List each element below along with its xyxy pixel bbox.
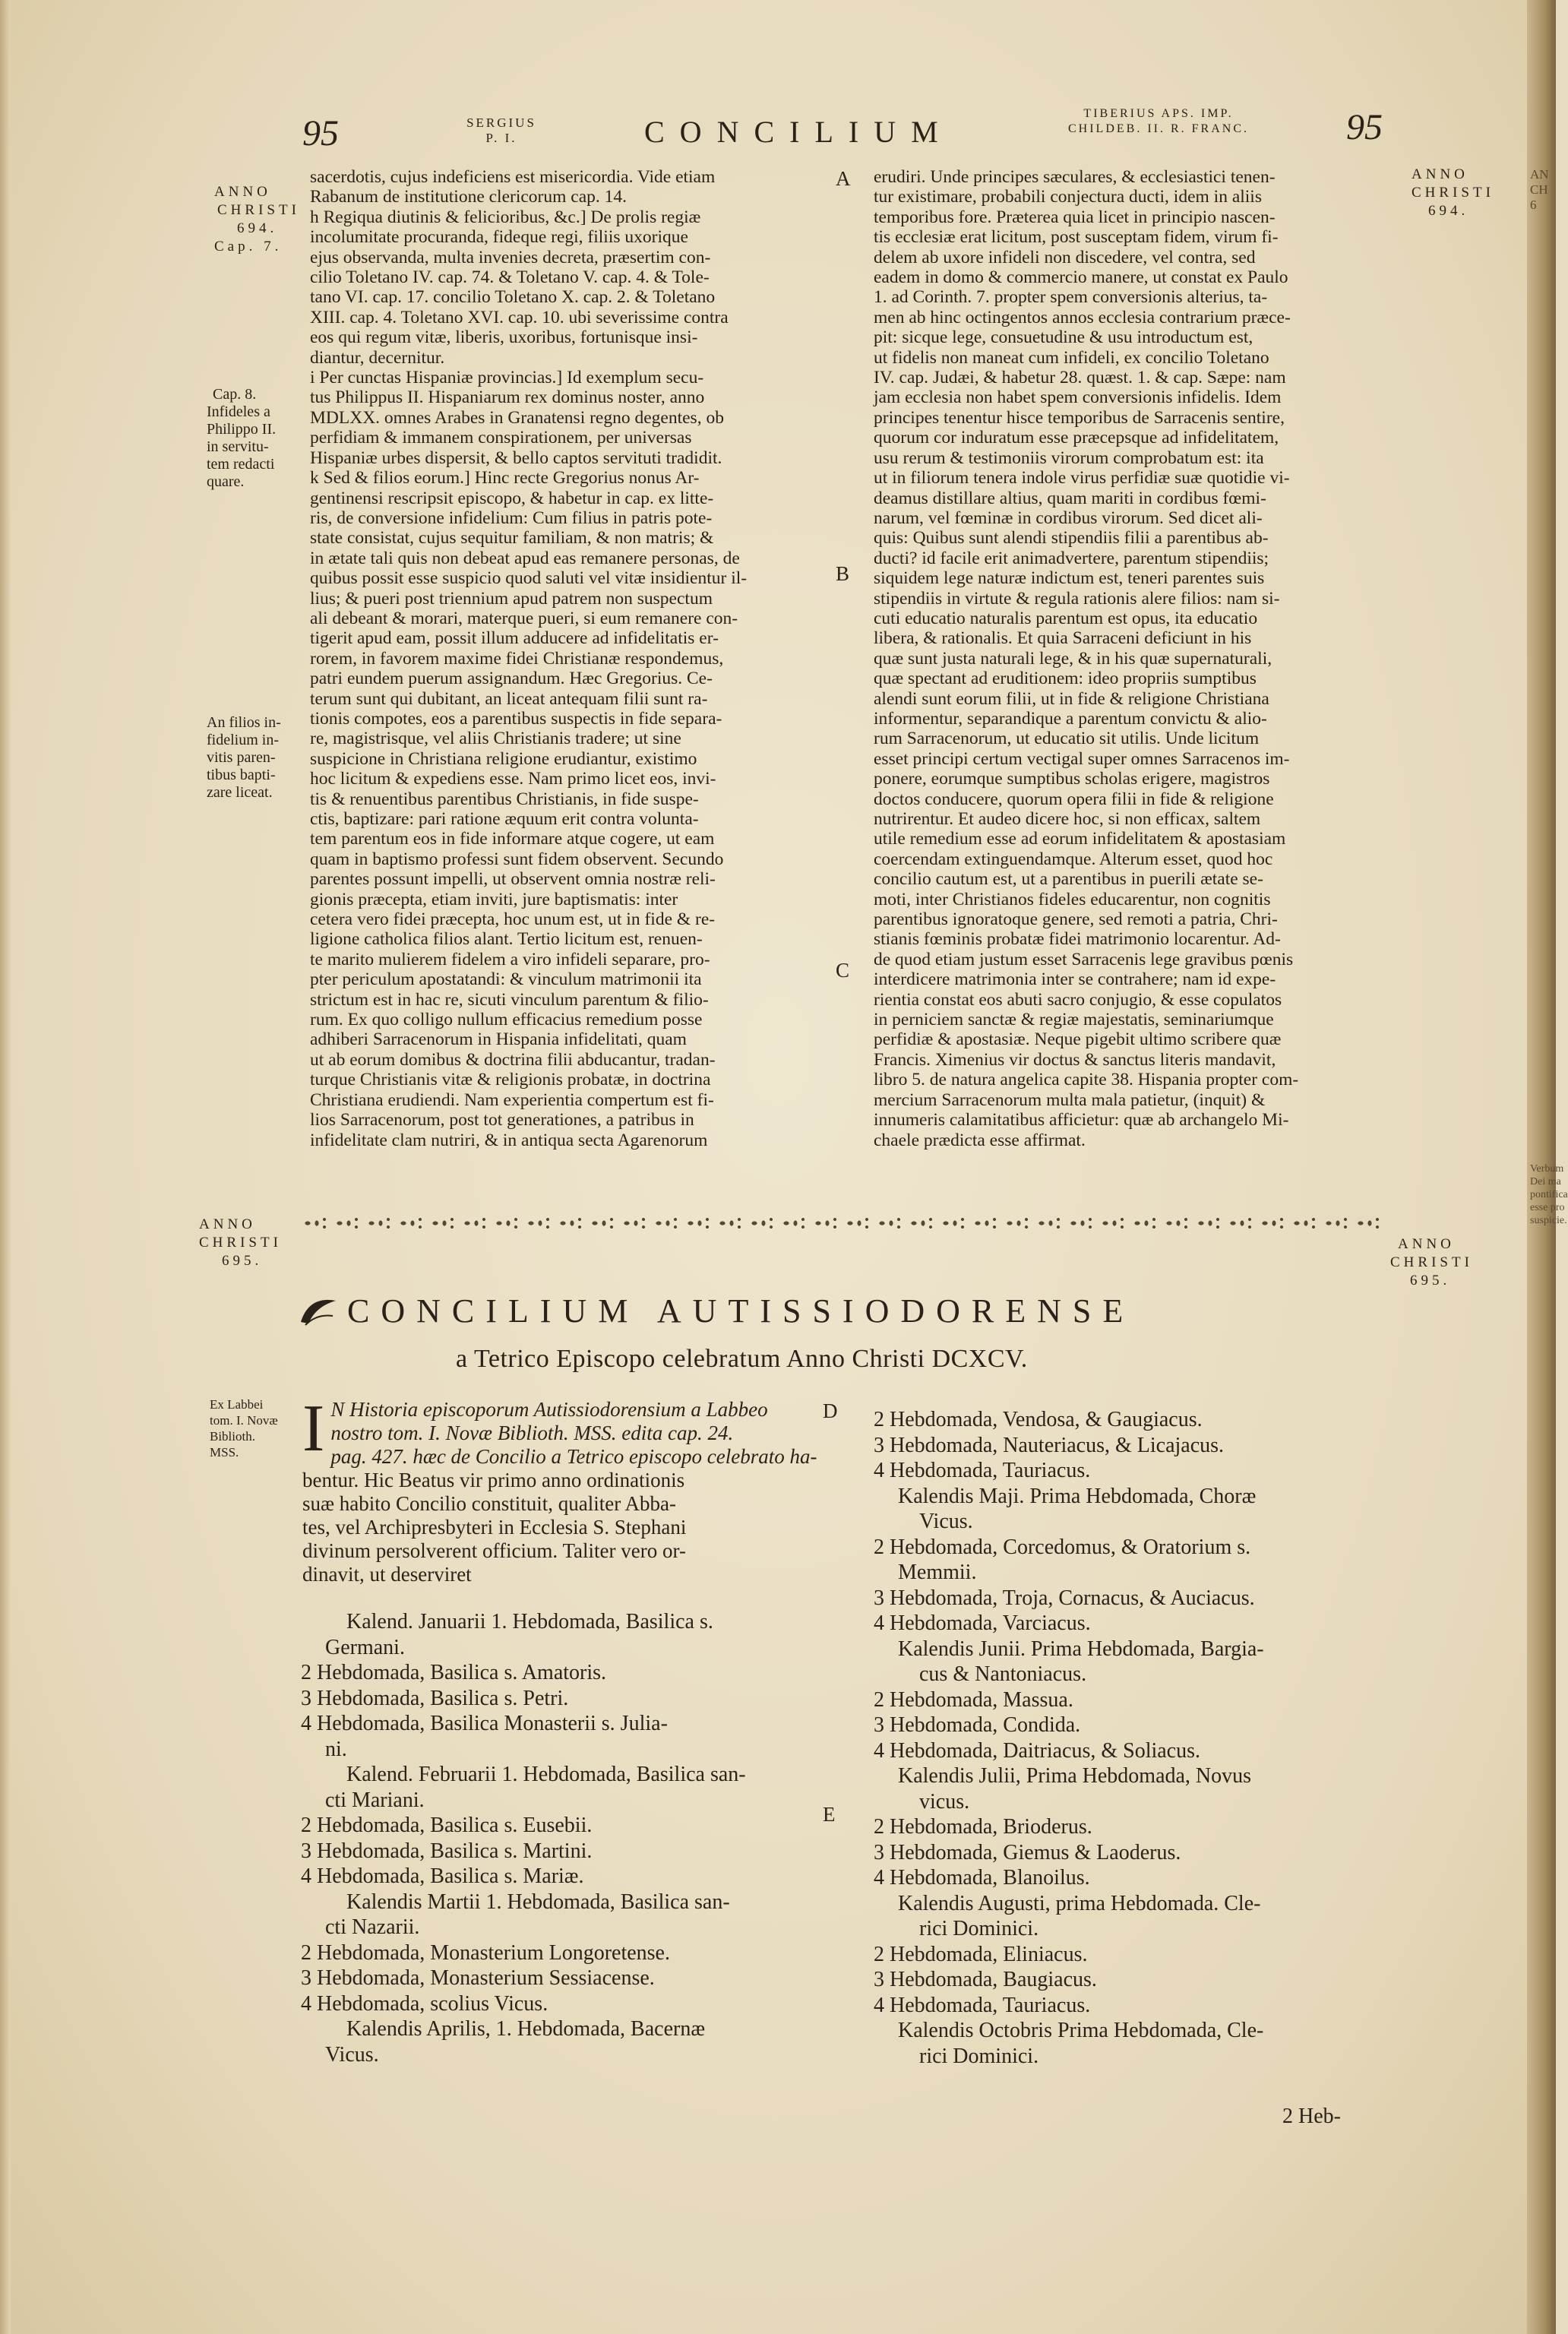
text-left-line: Christiana erudiendi. Nam experientia compertum est fi- <box>310 1090 714 1110</box>
schedule-row: Vicus. <box>919 1510 973 1533</box>
schedule-row: Kalendis Junii. Prima Hebdomada, Bargia- <box>898 1637 1264 1661</box>
text-right-line: IV. cap. Judæi, & habetur 28. quæst. 1. & cap. Sæpe: nam <box>874 368 1286 388</box>
schedule-row: 4 Hebdomada, Daitriacus, & Soliacus. <box>874 1738 1201 1763</box>
schedule-row: 2 Hebdomada, Basilica s. Amatoris. <box>301 1661 607 1684</box>
text-right-line: siquidem lege naturæ indictum est, teneri parentes suis <box>874 568 1265 589</box>
drop-cap: I <box>302 1392 325 1466</box>
intro-line: suæ habito Concilio constituit, qualiter Abba- <box>302 1492 676 1515</box>
text-right-line: quis: Quibus sunt alendi stipendiis filii a parentibus ab- <box>874 528 1269 549</box>
text-right-line: temporibus fore. Præterea quia licet in principio nascen- <box>874 207 1276 227</box>
schedule-list-left <box>301 1609 825 2067</box>
intro-line: nostro tom. I. Novæ Biblioth. MSS. edita cap. 24. <box>330 1422 734 1444</box>
text-left-line: quibus possit esse suspicio quod saluti vel vitæ insidientur il- <box>310 568 748 589</box>
schedule-row: 4 Hebdomada, Tauriacus. <box>874 1459 1091 1482</box>
left-page-edge <box>0 0 11 2334</box>
right-page-edge <box>1527 0 1568 2334</box>
section-letter-c: C <box>836 959 850 982</box>
text-left-line: rorem, in favorem maxime fidei Christianæ respondemus, <box>310 648 724 669</box>
text-left-line: perfidiam & immanem conspirationem, per universas <box>310 428 692 448</box>
text-right-line: chaele prædicta esse affirmat. <box>874 1130 1086 1150</box>
text-left-line: eos qui regum vitæ, liberis, uxoribus, fortunisque insi- <box>310 327 698 348</box>
text-left-line: ligione catholica filios alant. Tertio licitum est, renuen- <box>310 929 703 950</box>
margin-note-labbei: Ex Labbei tom. I. Novæ Biblioth. MSS. <box>210 1397 278 1460</box>
margin-anno-christi-694: ANNO CHRISTI 694. Cap. 7. <box>214 184 300 255</box>
schedule-row: rici Dominici. <box>919 2044 1039 2068</box>
text-left-line: ctis, baptizare: pari ratione æquum erit contra volunta- <box>310 809 699 829</box>
schedule-row: rici Dominici. <box>919 1917 1039 1940</box>
text-left-line: lios Sarracenorum, post tot generationes, a patribus in <box>310 1110 694 1131</box>
text-left-line: Rabanum de institutione clericorum cap. 14. <box>310 187 628 207</box>
schedule-row: Kalendis Julii, Prima Hebdomada, Novus <box>898 1764 1252 1788</box>
text-left-line: sacerdotis, cujus indeficiens est misericordia. Vide etiam <box>310 167 716 187</box>
text-right-line: ut in filiorum tenera indole virus perfidiæ suæ quotidie vi- <box>874 468 1290 489</box>
schedule-row: vicus. <box>919 1789 970 1814</box>
ghost-anno-top: AN CH 6 <box>1530 167 1549 212</box>
running-title: CONCILIUM <box>644 115 953 149</box>
schedule-row: cti Mariani. <box>325 1788 425 1812</box>
text-right-line: utile remedium esse ad eorum infidelitatem & apostasiam <box>874 829 1286 849</box>
schedule-row: 2 Hebdomada, Basilica s. Eusebii. <box>301 1814 593 1837</box>
text-left-line: parentes possunt impelli, ut observent omnia nostræ reli- <box>310 869 716 890</box>
text-right-line: interdicere matrimonia inter se contrahere; nam id expe- <box>874 969 1276 990</box>
schedule-row: 3 Hebdomada, Giemus & Laoderus. <box>874 1840 1181 1864</box>
schedule-row: 3 Hebdomada, Basilica s. Martini. <box>301 1839 593 1863</box>
intro-line: pag. 427. hæc de Concilio a Tetrico episcopo celebrato ha- <box>330 1445 817 1468</box>
text-left-line: k Sed & filios eorum.] Hinc recte Gregorius nonus Ar- <box>310 468 700 489</box>
text-left-line: state consistat, cujus sequitur familiam, & non matris; & <box>310 528 714 549</box>
text-left-line: h Regiqua diutinis & felicioribus, &c.] De prolis regiæ <box>310 207 701 227</box>
text-left-line: lius; & pueri post triennium apud patrem non suspectum <box>310 588 713 609</box>
intro-line: tes, vel Archipresbyteri in Ecclesia S. Stephani <box>302 1516 687 1539</box>
text-right-line: quæ sunt justa naturali lege, & in his quæ supernaturali, <box>874 648 1272 669</box>
text-right-line: cuti educatio naturalis parentum est opus, ita educatio <box>874 608 1258 628</box>
schedule-row: 3 Hebdomada, Condida. <box>874 1713 1081 1737</box>
schedule-row: 3 Hebdomada, Nauteriacus, & Licajacus. <box>874 1433 1225 1457</box>
schedule-row: Kalendis Augusti, prima Hebdomada. Cle- <box>898 1891 1261 1915</box>
text-left-line: gionis præcepta, etiam inviti, jure baptismatis: inter <box>310 889 678 909</box>
schedule-row: Germani. <box>325 1635 405 1659</box>
text-right-line: coercendam extinguendamque. Alterum esset, quod hoc <box>874 849 1273 869</box>
upper-right-column <box>874 167 1398 1150</box>
text-left-line: ejus observanda, multa invenies decreta, præsertim con- <box>310 247 711 267</box>
schedule-row: 2 Hebdomada, Vendosa, & Gaugiacus. <box>874 1408 1203 1431</box>
upper-left-column <box>310 167 827 1150</box>
text-left-line: terum sunt qui dubitant, an liceat antequam filii sunt ra- <box>310 688 708 709</box>
schedule-row: 3 Hebdomada, Troja, Cornacus, & Auciacus. <box>874 1586 1255 1610</box>
text-right-line: erudiri. Unde principes sæculares, & ecclesiastici tenen- <box>874 167 1276 187</box>
section-letter-d: D <box>823 1399 838 1422</box>
schedule-row: 2 Hebdomada, Corcedomus, & Oratorium s. <box>874 1535 1251 1559</box>
text-left-line: strictum est in hac re, sicuti vinculum parentum & filio- <box>310 989 709 1010</box>
text-left-line: adhiberi Sarracenorum in Hispania infidelitati, quam <box>310 1029 687 1050</box>
schedule-row: Kalendis Maji. Prima Hebdomada, Choræ <box>898 1484 1257 1508</box>
text-left-line: MDLXX. omnes Arabes in Granatensi regno degentes, ob <box>310 407 724 428</box>
text-left-line: rum. Ex quo colligo nullum efficacius remedium posse <box>310 1010 703 1030</box>
text-right-line: Francis. Ximenius vir doctus & sanctus literis mandavit, <box>874 1049 1276 1070</box>
text-left-line: patri eundem puerum assignandum. Hæc Gregorius. Ce- <box>310 669 713 689</box>
text-right-line: principes tenentur hisce temporibus de Sarracenis sentire, <box>874 407 1285 428</box>
text-right-line: tur existimare, probabili conjectura ducti, idem in aliis <box>874 187 1262 207</box>
schedule-row: cus & Nantoniacus. <box>919 1662 1087 1686</box>
text-left-line: XIII. cap. 4. Toletano XVI. cap. 10. ubi severissime contra <box>310 307 729 327</box>
schedule-row: 4 Hebdomada, Varciacus. <box>874 1611 1091 1635</box>
running-head-right: TIBERIUS APS. IMP. CHILDEB. II. R. FRANC. <box>1067 107 1249 135</box>
intro-paragraph <box>302 1392 819 1586</box>
text-right-line: stianis fœminis probatæ fidei matrimonio locarentur. Ad- <box>874 929 1281 950</box>
section-letter-b: B <box>836 562 850 585</box>
text-right-line: de quod etiam justum esset Sarracenis lege gravibus pœnis <box>874 949 1294 969</box>
schedule-list-right <box>874 1407 1398 2069</box>
schedule-row: 2 Hebdomada, Massua. <box>874 1687 1073 1712</box>
text-left-line: hoc licitum & expediens esse. Nam primo licet eos, invi- <box>310 769 716 789</box>
council-title: CONCILIUM AUTISSIODORENSE <box>347 1292 1135 1330</box>
text-left-line: te marito mulierem fidelem a viro infideli separare, pro- <box>310 949 710 969</box>
margin-anno-christi-695: ANNO CHRISTI 695. <box>199 1216 282 1269</box>
margin-note-an-filios: An filios in- fidelium in- vitis paren- tibus bapti- zare liceat. <box>207 714 281 801</box>
text-left-line: tano VI. cap. 17. concilio Toletano X. cap. 2. & Toletano <box>310 287 716 308</box>
text-right-line: pit: sicque lege, consuetudine & usu introductum est, <box>874 327 1253 348</box>
text-right-line: deamus distillare altius, quam mariti in cordibus fœmi- <box>874 488 1266 508</box>
text-left-line: incolumitate procuranda, fideque regi, filiis uxorique <box>310 227 688 248</box>
text-right-line: ut fidelis non maneat cum infideli, ex concilio Toletano <box>874 347 1269 368</box>
schedule-row: 2 Hebdomada, Eliniacus. <box>874 1942 1088 1966</box>
ghost-note-mid: Verbum Dei ma pontifica esse pro suspicie. <box>1530 1163 1568 1226</box>
schedule-row: ni. <box>325 1737 347 1761</box>
schedule-row: cti Nazarii. <box>325 1915 420 1939</box>
text-left-line: ut ab eorum domibus & doctrina filii abducantur, tradan- <box>310 1049 716 1070</box>
text-right-line: eadem in domo & commercio manere, ut constat ex Paulo <box>874 267 1288 288</box>
schedule-row: 4 Hebdomada, scolius Vicus. <box>301 1991 548 2016</box>
schedule-row: Kalendis Martii 1. Hebdomada, Basilica san- <box>346 1890 730 1914</box>
schedule-row: Kalendis Octobris Prima Hebdomada, Cle- <box>898 2019 1264 2042</box>
text-left-line: gentinensi rescripsit episcopo, & habetur in cap. ex litte- <box>310 488 714 508</box>
section-letter-e: E <box>823 1803 836 1826</box>
text-right-line: in perniciem sanctæ & regiæ majestatis, seminariumque <box>874 1010 1274 1030</box>
council-subtitle: a Tetrico Episcopo celebratum Anno Christi DCXCV. <box>456 1345 1028 1373</box>
text-right-line: libro 5. de natura angelica capite 38. Hispania propter com- <box>874 1070 1299 1090</box>
section-letter-a: A <box>836 167 851 190</box>
schedule-row: 4 Hebdomada, Blanoilus. <box>874 1866 1090 1890</box>
text-left-line: pter periculum apostatandi: & vinculum matrimonii ita <box>310 969 702 990</box>
margin-right-anno-695: ANNO CHRISTI 695. <box>1390 1236 1473 1289</box>
text-left-line: re, magistrisque, vel aliis Christianis tradere; ut sine <box>310 729 681 749</box>
schedule-row: Kalendis Aprilis, 1. Hebdomada, Bacernæ <box>346 2017 706 2041</box>
text-left-line: quam in baptismo professi sunt fidem observent. Secundo <box>310 849 724 869</box>
text-right-line: men ab hinc octingentos annos ecclesia contrarium præce- <box>874 307 1291 327</box>
intro-line: dinavit, ut deserviret <box>302 1563 472 1586</box>
running-head-left: SERGIUS P. I. <box>466 115 536 145</box>
text-right-line: perfidiæ & apostasiæ. Neque pigebit ultimo scribere quæ <box>874 1029 1282 1050</box>
text-right-line: concilio cautum est, ut a parentibus in puerili ætate se- <box>874 869 1263 890</box>
text-right-line: informentur, separandique a parentum convictu & alio- <box>874 708 1267 729</box>
page-number-right: 95 <box>1346 107 1383 147</box>
text-right-line: stipendiis in virtute & regula rationis alere filios: nam si- <box>874 588 1280 609</box>
text-right-line: moti, inter Christianos fideles educarentur, non cognitis <box>874 889 1271 909</box>
intro-line: divinum persolverent officium. Taliter vero or- <box>302 1539 686 1562</box>
text-right-line: tis ecclesiæ erat licitum, post susceptam fidem, virum fi- <box>874 227 1279 248</box>
schedule-row: 4 Hebdomada, Basilica Monasterii s. Julia- <box>301 1712 668 1735</box>
text-left-line: ris, de conversione infidelium: Cum filius in patris pote- <box>310 508 713 528</box>
text-left-line: i Per cunctas Hispaniæ provincias.] Id exemplum secu- <box>310 368 704 388</box>
schedule-row: 2 Hebdomada, Brioderus. <box>874 1815 1092 1839</box>
ornament-band <box>300 1215 1379 1232</box>
schedule-row: 2 Hebdomada, Monasterium Longoretense. <box>301 1940 670 1965</box>
schedule-row: 3 Hebdomada, Basilica s. Petri. <box>301 1686 569 1710</box>
text-right-line: ducti? id facile erit animadvertere, parentum stipendiis; <box>874 548 1269 568</box>
text-left-line: cilio Toletano IV. cap. 74. & Toletano V. cap. 4. & Tole- <box>310 267 710 288</box>
text-right-line: ponere, eorumque sumptibus scholas erigere, magistros <box>874 769 1270 789</box>
schedule-row: 3 Hebdomada, Monasterium Sessiacense. <box>301 1966 655 1990</box>
text-right-line: libera, & rationalis. Et quia Sarraceni deficiunt in his <box>874 628 1252 649</box>
text-right-line: usu rerum & testimoniis virorum comprobatum est: ita <box>874 448 1264 468</box>
text-left-line: ali debeant & morari, materque pueri, si eum remanere con- <box>310 608 738 628</box>
text-left-line: tis & renuentibus parentibus Christianis, in fide suspe- <box>310 789 699 809</box>
intro-line: bentur. Hic Beatus vir primo anno ordinationis <box>302 1469 685 1491</box>
text-right-line: alendi sunt eorum filii, ut in fide & religione Christiana <box>874 688 1269 709</box>
schedule-row: 4 Hebdomada, Basilica s. Mariæ. <box>301 1864 584 1888</box>
margin-right-anno-694: ANNO CHRISTI 694. <box>1412 166 1494 219</box>
schedule-row: 3 Hebdomada, Baugiacus. <box>874 1968 1097 1991</box>
text-left-line: suspicione in Christiana religione erudiantur, existimo <box>310 748 697 769</box>
text-right-line: quorum cor induratum esse præcepsque ad infidelitatem, <box>874 428 1279 448</box>
text-right-line: rum Sarracenorum, ut educatio sit utilis. Unde licitum <box>874 729 1260 749</box>
text-left-line: infidelitate clam nutriri, & in antiqua secta Agarenorum <box>310 1130 708 1150</box>
text-right-line: innumeris calamitatibus afficietur: quæ ab archangelo Mi- <box>874 1110 1289 1131</box>
text-left-line: tem parentum eos in fide informare atque cogere, ut eam <box>310 829 715 849</box>
text-right-line: doctos conducere, quorum opera filii in fide & religione <box>874 789 1274 809</box>
text-right-line: quæ spectant ad eruditionem: ideo propriis sumptibus <box>874 669 1257 689</box>
text-left-line: tus Philippus II. Hispaniarum rex dominus noster, anno <box>310 387 705 408</box>
text-left-line: turque Christianis vitæ & religionis probatæ, in doctrina <box>310 1070 711 1090</box>
text-right-line: 1. ad Corinth. 7. propter spem conversionis alterius, ta- <box>874 287 1268 308</box>
page-number-left: 95 <box>302 113 339 153</box>
text-left-line: cetera vero fidei præcepta, hoc unum est, ut in fide & re- <box>310 909 716 930</box>
margin-note-cap8: Cap. 8. Infideles a Philippo II. in servitu- tem redacti quare. <box>207 386 277 490</box>
schedule-row: Kalend. Januarii 1. Hebdomada, Basilica s. <box>346 1610 713 1633</box>
schedule-row: 4 Hebdomada, Tauriacus. <box>874 1993 1091 2017</box>
text-left-line: in ætate tali quis non debeat apud eas remanere personas, de <box>310 548 740 568</box>
intro-line: N Historia episcoporum Autissiodorensium a Labbeo <box>330 1398 768 1421</box>
text-right-line: nutrirentur. Et audeo dicere hoc, si non efficax, saltem <box>874 809 1261 829</box>
text-right-line: delem ab uxore infideli non discedere, vel contra, sed <box>874 247 1256 267</box>
text-right-line: narum, vel fœminæ in cordibus virorum. Sed dicet ali- <box>874 508 1263 528</box>
text-right-line: rientia constat eos abuti sacro conjugio, & esse copulatos <box>874 989 1282 1010</box>
text-left-line: tigerit apud eam, possit illum adducere ad infidelitatis er- <box>310 628 719 649</box>
schedule-row: Memmii. <box>898 1561 977 1584</box>
text-right-line: esset principi certum vectigal super omnes Sarracenos im- <box>874 748 1290 769</box>
text-right-line: jam ecclesia non habet spem conversionis infidelis. Idem <box>874 387 1282 408</box>
schedule-row: Kalend. Februarii 1. Hebdomada, Basilica san- <box>346 1763 746 1786</box>
schedule-row: Vicus. <box>325 2042 379 2067</box>
text-right-line: mercium Sarracenorum multa mala patietur, (inquit) & <box>874 1090 1266 1110</box>
catchword: 2 Heb- <box>1282 2105 1341 2128</box>
text-left-line: diantur, decernitur. <box>310 347 445 368</box>
text-left-line: tionis compotes, eos a parentibus suspectis in fide separa- <box>310 708 722 729</box>
text-right-line: parentibus ignoratoque genere, sed remoti a patria, Chri- <box>874 909 1278 930</box>
text-left-line: Hispaniæ urbes dispersit, & bello captos servituti tradidit. <box>310 448 722 468</box>
